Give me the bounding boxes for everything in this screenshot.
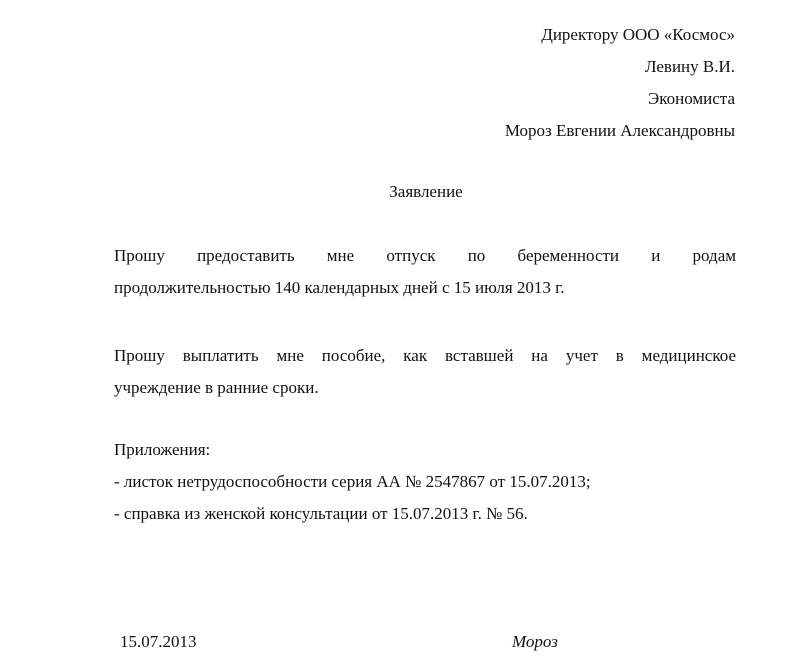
- addressee-director: Директору ООО «Космос»: [541, 25, 735, 44]
- leave-request-paragraph: [114, 240, 736, 304]
- paragraph-line: учреждение в ранние сроки.: [114, 378, 319, 397]
- signature: Мороз: [512, 632, 558, 651]
- document-date: 15.07.2013: [120, 632, 197, 651]
- benefit-request-paragraph: [114, 340, 736, 404]
- addressee-director-name: Левину В.И.: [644, 57, 735, 76]
- attachments-section: [114, 434, 591, 530]
- paragraph-line: Прошу предоставить мне отпуск по беременности и родам: [114, 246, 736, 265]
- applicant-name: Мороз Евгении Александровны: [504, 121, 735, 140]
- addressee-block: [505, 19, 735, 147]
- attachment-item: - листок нетрудоспособности серия АА № 2547867 от 15.07.2013;: [114, 472, 591, 491]
- paragraph-line: Прошу выплатить мне пособие, как вставшей на учет в медицинское: [114, 346, 736, 365]
- document-title: Заявление: [389, 182, 463, 201]
- attachments-heading: Приложения:: [114, 440, 211, 459]
- applicant-position: Экономиста: [648, 89, 735, 108]
- attachment-item: - справка из женской консультации от 15.07.2013 г. № 56.: [114, 504, 528, 523]
- paragraph-line: продолжительностью 140 календарных дней с 15 июля 2013 г.: [114, 278, 565, 297]
